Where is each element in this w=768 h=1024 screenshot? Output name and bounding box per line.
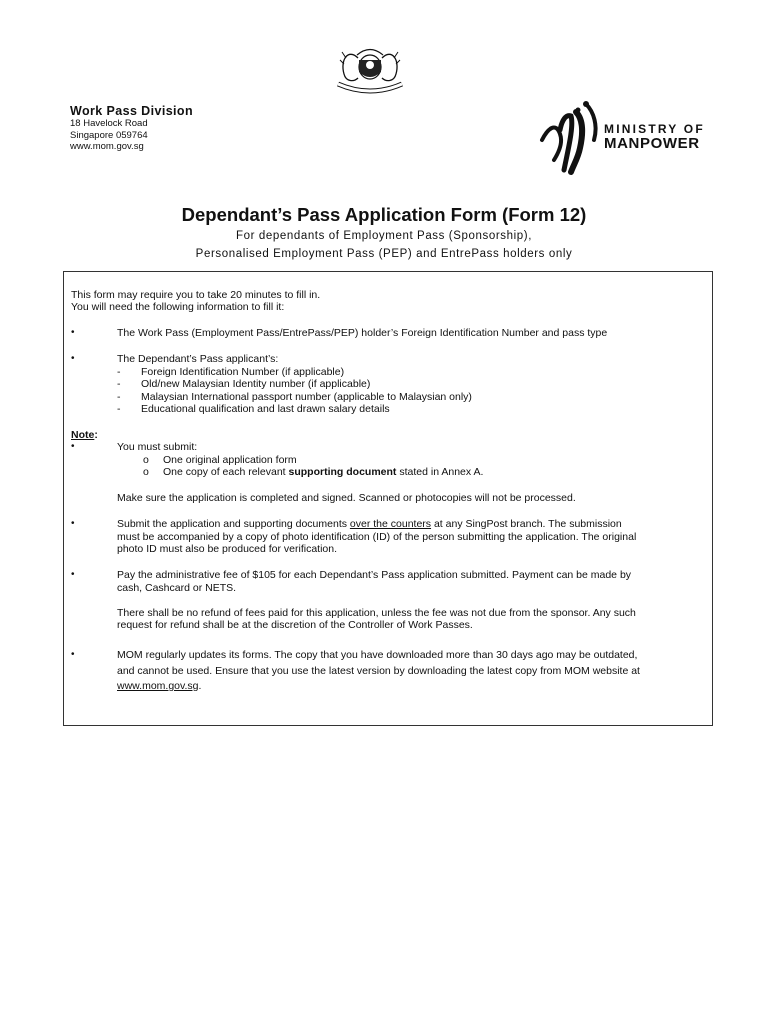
division-title: Work Pass Division <box>70 104 193 118</box>
dash-marker: - <box>117 378 121 390</box>
counter-line-1-pre: Submit the application and supporting documents <box>117 518 350 530</box>
applicant-item: Old/new Malaysian Identity number (if applicable) <box>141 378 371 390</box>
bullet-marker: • <box>71 353 75 364</box>
sub-bullet-marker: o <box>143 466 149 478</box>
applicant-heading: The Dependant’s Pass applicant’s: <box>117 353 279 365</box>
logo-line-2: MANPOWER <box>604 135 700 152</box>
counter-line-1-post: at any SingPost branch. The submission <box>431 518 622 530</box>
bullet-marker: • <box>71 569 75 580</box>
intro-line-2: You will need the following information to fill it: <box>71 301 285 313</box>
fee-line-2: cash, Cashcard or NETS. <box>117 582 237 594</box>
singapore-coat-of-arms <box>330 38 410 102</box>
logo-line-1: MINISTRY OF <box>604 122 705 136</box>
dash-marker: - <box>117 366 121 378</box>
bullet-marker: • <box>71 441 75 452</box>
counter-line-3: photo ID must also be produced for verification. <box>117 543 338 555</box>
submit-item-2 <box>163 466 483 479</box>
address-line-1: 18 Havelock Road <box>70 118 148 129</box>
submit-item-2-post: stated in Annex A. <box>396 466 484 478</box>
mom-update-line-1: MOM regularly updates its forms. The copy that you have downloaded more than 30 days ago may be outdated, <box>117 649 638 661</box>
submit-item-1: One original application form <box>163 454 297 466</box>
bullet-marker: • <box>71 518 75 529</box>
note-colon: : <box>94 429 98 441</box>
supporting-document-text: supporting document <box>288 466 397 478</box>
note-label <box>71 429 98 442</box>
submit-heading: You must submit: <box>117 441 198 453</box>
mom-logo-wordmark <box>604 122 705 152</box>
fee-line-1: Pay the administrative fee of $105 for each Dependant’s Pass application submitted. Payment can be made by <box>117 569 632 581</box>
counter-line-2: must be accompanied by a copy of photo identification (ID) of the person submitting the application. The original <box>117 531 637 543</box>
submit-item-2-pre: One copy of each relevant <box>163 466 289 478</box>
refund-line-2: request for refund shall be at the discretion of the Controller of Work Passes. <box>117 619 473 631</box>
intro-line-1: This form may require you to take 20 minutes to fill in. <box>71 289 321 301</box>
form-subtitle-line-2: Personalised Employment Pass (PEP) and EntrePass holders only <box>195 247 573 260</box>
mom-website-link[interactable]: www.mom.gov.sg <box>117 680 199 692</box>
dash-marker: - <box>117 403 121 415</box>
holder-info-text: The Work Pass (Employment Pass/EntrePass/PEP) holder’s Foreign Identification Number and pass type <box>117 327 608 339</box>
address-line-2: Singapore 059764 <box>70 129 148 141</box>
mom-update-line-2: and cannot be used. Ensure that you use the latest version by downloading the latest copy from MOM website at <box>117 665 640 677</box>
note-label-text: Note <box>71 429 95 441</box>
form-title: Dependant’s Pass Application Form (Form 12) <box>181 204 587 225</box>
refund-line-1: There shall be no refund of fees paid for this application, unless the fee was not due from the sponsor. Any such <box>117 607 636 619</box>
mom-update-line-3 <box>117 680 201 693</box>
bullet-marker: • <box>71 327 75 338</box>
sub-bullet-marker: o <box>143 454 149 466</box>
applicant-item: Malaysian International passport number (applicable to Malaysian only) <box>141 391 472 403</box>
completed-signed-note: Make sure the application is completed and signed. Scanned or photocopies will not be processed. <box>117 492 576 504</box>
division-address-block <box>70 104 193 153</box>
counter-line-1 <box>117 518 622 531</box>
over-the-counters-text: over the counters <box>349 518 432 530</box>
bullet-marker: • <box>71 649 75 660</box>
form-subtitle-line-1: For dependants of Employment Pass (Sponsorship), <box>236 230 532 242</box>
applicant-item: Foreign Identification Number (if applicable) <box>141 366 345 378</box>
dash-marker: - <box>117 391 121 403</box>
form-heading <box>0 204 768 261</box>
website-link[interactable]: www.mom.gov.sg <box>70 141 144 152</box>
mom-update-end: . <box>198 680 202 692</box>
applicant-item: Educational qualification and last drawn salary details <box>141 403 390 415</box>
